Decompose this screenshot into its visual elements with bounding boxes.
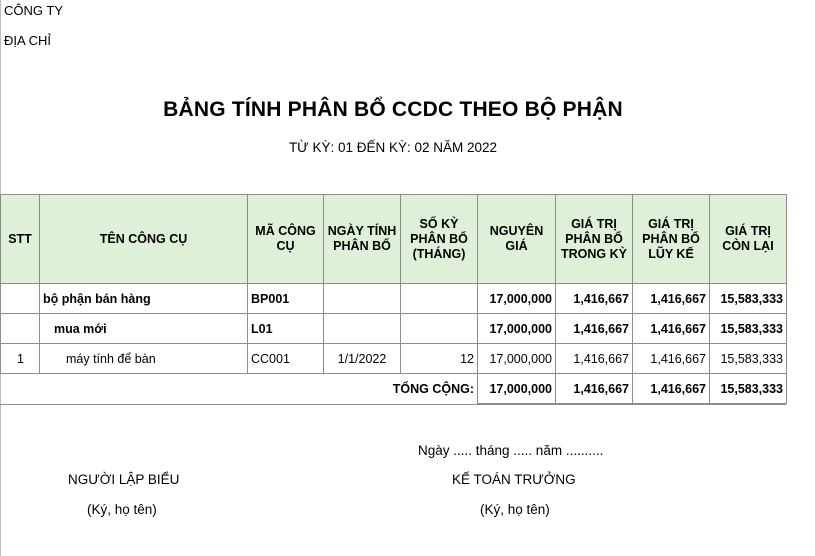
cell-remaining: 15,583,333 — [710, 314, 787, 344]
cell-periods — [401, 284, 478, 314]
col-header-alloc-period: GIÁ TRỊ PHÂN BỔ TRONG KỲ — [556, 195, 633, 284]
col-header-cost: NGUYÊN GIÁ — [478, 195, 556, 284]
cell-name: máy tính để bàn — [40, 344, 248, 374]
report-period: TỪ KỲ: 01 ĐẾN KỲ: 02 NĂM 2022 — [288, 140, 498, 155]
cell-cost: 17,000,000 — [478, 344, 556, 374]
col-header-code: MÃ CÔNG CỤ — [248, 195, 324, 284]
cell-alloc-period: 1,416,667 — [556, 284, 633, 314]
cell-code: L01 — [248, 314, 324, 344]
col-header-alloc-accum: GIÁ TRỊ PHÂN BỔ LŨY KẾ — [633, 195, 710, 284]
col-header-date: NGÀY TÍNH PHÂN BỔ — [324, 195, 401, 284]
cell-cost: 17,000,000 — [478, 284, 556, 314]
accountant-title: KẾ TOÁN TRƯỞNG — [452, 472, 576, 487]
cell-alloc-period: 1,416,667 — [556, 314, 633, 344]
col-header-periods: SỐ KỲ PHÂN BỔ (THÁNG) — [401, 195, 478, 284]
total-label: TỔNG CỘNG: — [1, 374, 478, 404]
cell-alloc-accum: 1,416,667 — [633, 344, 710, 374]
preparer-note: (Ký, họ tên) — [87, 502, 157, 517]
table-row — [1, 314, 787, 344]
col-header-stt: STT — [1, 195, 40, 284]
cell-stt: 1 — [1, 344, 40, 374]
preparer-title: NGƯỜI LẬP BIỂU — [68, 472, 180, 487]
cell-date — [324, 314, 401, 344]
company-label: CÔNG TY — [4, 3, 63, 18]
total-alloc-period: 1,416,667 — [556, 374, 633, 404]
table-bottom-rule — [0, 404, 786, 405]
total-cost: 17,000,000 — [478, 374, 556, 404]
cell-cost: 17,000,000 — [478, 314, 556, 344]
cell-alloc-period: 1,416,667 — [556, 344, 633, 374]
cell-remaining: 15,583,333 — [710, 344, 787, 374]
col-header-name: TÊN CÔNG CỤ — [40, 195, 248, 284]
col-header-remaining: GIÁ TRỊ CÒN LẠI — [710, 195, 787, 284]
cell-code: BP001 — [248, 284, 324, 314]
cell-code: CC001 — [248, 344, 324, 374]
accountant-note: (Ký, họ tên) — [480, 502, 550, 517]
total-row — [1, 374, 787, 404]
cell-name: bộ phận bán hàng — [40, 284, 248, 314]
total-remaining: 15,583,333 — [710, 374, 787, 404]
cell-stt — [1, 314, 40, 344]
cell-date: 1/1/2022 — [324, 344, 401, 374]
address-label: ĐỊA CHỈ — [4, 33, 51, 48]
cell-stt — [1, 284, 40, 314]
cell-alloc-accum: 1,416,667 — [633, 284, 710, 314]
table-row — [1, 284, 787, 314]
cell-periods: 12 — [401, 344, 478, 374]
report-title: BẢNG TÍNH PHÂN BỔ CCDC THEO BỘ PHẬN — [163, 98, 623, 121]
cell-alloc-accum: 1,416,667 — [633, 314, 710, 344]
table-header-row — [1, 195, 787, 284]
cell-date — [324, 284, 401, 314]
date-line: Ngày ..... tháng ..... năm .......... — [418, 443, 604, 458]
cell-name: mua mới — [40, 314, 248, 344]
table-row — [1, 344, 787, 374]
allocation-table — [0, 194, 787, 404]
total-alloc-accum: 1,416,667 — [633, 374, 710, 404]
cell-remaining: 15,583,333 — [710, 284, 787, 314]
cell-periods — [401, 314, 478, 344]
